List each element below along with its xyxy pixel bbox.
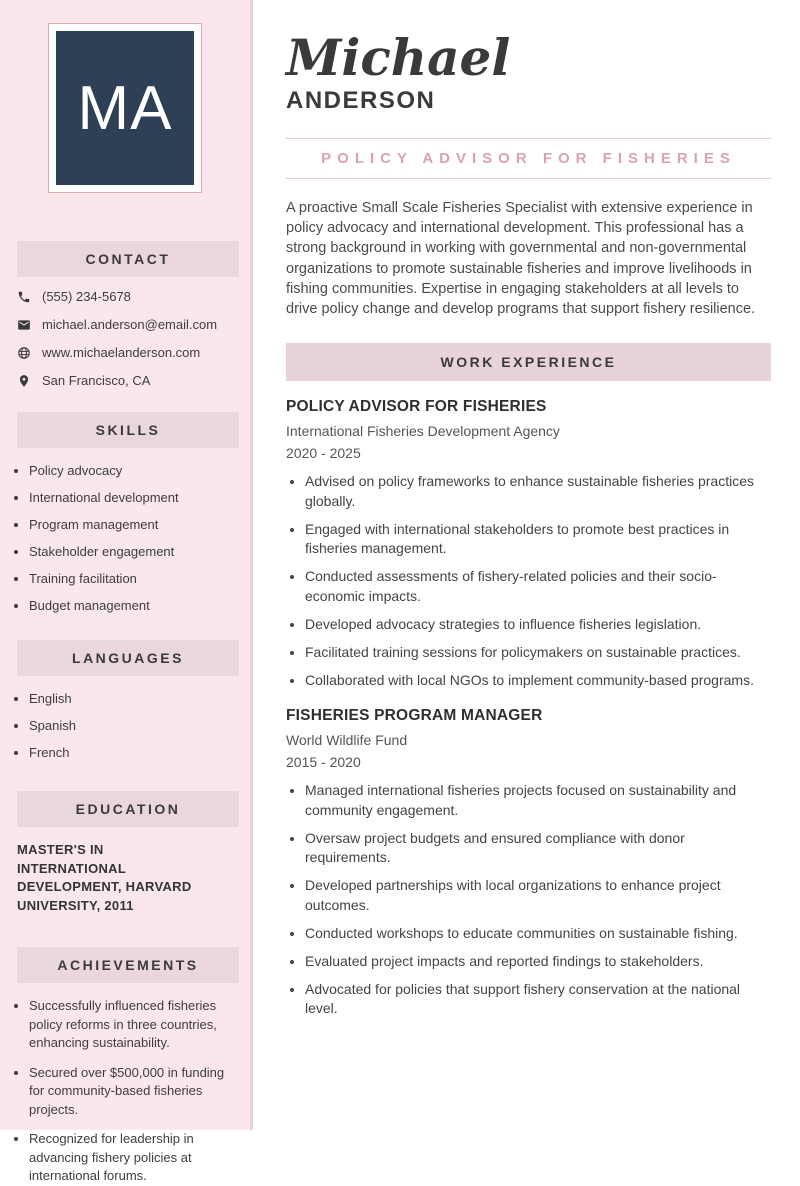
achievement-item: • Recognized for leadership in advancing fishery policies at international forums. (29, 1130, 238, 1186)
languages-heading-label: LANGUAGES (72, 650, 184, 666)
job-bullet: • Conducted assessments of fishery-related policies and their socio-economic impacts. (305, 567, 771, 606)
skill-item: • Policy advocacy (29, 462, 238, 479)
resume-headline: POLICY ADVISOR FOR FISHERIES (321, 150, 736, 167)
skill-item: • Training facilitation (29, 570, 238, 587)
skills-section-heading (17, 412, 239, 448)
contact-section-heading (17, 241, 239, 277)
contact-item-website (17, 345, 240, 360)
languages-list (0, 676, 250, 761)
contact-location-text: San Francisco, CA (42, 373, 151, 388)
achievement-item: • Secured over $500,000 in funding for community-based fisheries projects. (29, 1064, 238, 1120)
education-section-heading (17, 791, 239, 827)
work-experience-heading (286, 343, 771, 381)
achievement-item: • Successfully influenced fisheries policy reforms in three countries, enhancing sustainability. (29, 997, 238, 1053)
job-entry (286, 707, 771, 1019)
education-degree: MASTER'S IN INTERNATIONAL DEVELOPMENT, HARVARD UNIVERSITY, 2011 (17, 842, 192, 913)
headline-rule-bottom (286, 178, 771, 179)
job-bullet: • Advocated for policies that support fishery conservation at the national level. (305, 980, 771, 1019)
email-icon (17, 318, 31, 332)
language-item: • Spanish (29, 717, 238, 734)
contact-item-phone (17, 289, 240, 304)
phone-icon (17, 290, 31, 304)
job-title: POLICY ADVISOR FOR FISHERIES (286, 398, 547, 416)
contact-heading-label: CONTACT (85, 251, 171, 267)
first-name: Michael (286, 28, 511, 87)
language-item: • English (29, 690, 238, 707)
location-icon (17, 374, 31, 388)
languages-section-heading (17, 640, 239, 676)
sidebar (0, 0, 253, 1183)
job-title: FISHERIES PROGRAM MANAGER (286, 707, 543, 725)
job-bullet: • Managed international fisheries projects focused on sustainability and community engagement. (305, 781, 771, 820)
skill-item: • Program management (29, 516, 238, 533)
skill-item: • International development (29, 489, 238, 506)
job-bullet: • Evaluated project impacts and reported findings to stakeholders. (305, 952, 771, 972)
globe-icon (17, 346, 31, 360)
job-company: World Wildlife Fund (286, 732, 408, 749)
achievements-list (0, 983, 250, 1186)
skill-item: • Budget management (29, 597, 238, 614)
language-item: • French (29, 744, 238, 761)
job-bullet: • Oversaw project budgets and ensured compliance with donor requirements. (305, 829, 771, 868)
monogram-frame (48, 23, 202, 193)
work-experience-heading-label: WORK EXPERIENCE (440, 354, 617, 371)
skill-item: • Stakeholder engagement (29, 543, 238, 560)
job-dates: 2020 - 2025 (286, 445, 361, 462)
job-bullet: • Conducted workshops to educate communities on sustainable fishing. (305, 924, 771, 944)
skills-heading-label: SKILLS (95, 422, 161, 438)
monogram-box (56, 31, 194, 185)
skills-list (0, 448, 250, 614)
job-entry (286, 398, 771, 690)
contact-list (0, 277, 250, 388)
contact-item-location (17, 373, 240, 388)
contact-email-text: michael.anderson@email.com (42, 317, 218, 332)
job-bullet: • Advised on policy frameworks to enhance sustainable fisheries practices globally. (305, 472, 771, 511)
contact-phone-text: (555) 234-5678 (42, 289, 131, 304)
job-bullet: • Developed partnerships with local organizations to enhance project outcomes. (305, 876, 771, 915)
job-dates: 2015 - 2020 (286, 754, 361, 771)
job-bullet-list (286, 781, 771, 1019)
contact-website-text: www.michaelanderson.com (42, 345, 201, 360)
achievements-section-heading (17, 947, 239, 983)
job-bullet: • Engaged with international stakeholders to promote best practices in fisheries management. (305, 520, 771, 559)
monogram-initials: MA (77, 73, 173, 143)
contact-item-email (17, 317, 240, 332)
education-heading-label: EDUCATION (75, 801, 181, 817)
achievements-heading-label: ACHIEVEMENTS (57, 957, 199, 973)
job-bullet-list (286, 472, 771, 690)
job-bullet: • Collaborated with local NGOs to implement community-based programs. (305, 671, 771, 691)
last-name: ANDERSON (286, 87, 436, 114)
job-bullet: • Developed advocacy strategies to influence fisheries legislation. (305, 615, 771, 635)
job-bullet: • Facilitated training sessions for policymakers on sustainable practices. (305, 643, 771, 663)
job-company: International Fisheries Development Agency (286, 423, 560, 440)
main-column (253, 0, 800, 1130)
professional-summary: A proactive Small Scale Fisheries Specialist with extensive experience in policy advocacy and international development. This professional has a strong background in working with governmental and non-governmental organizations to promote sustainable fisheries and improve livelihoods in fishing communities. Expertise in engaging stakeholders at all levels to drive policy change and develop programs that support fishery resilience. (286, 200, 756, 318)
